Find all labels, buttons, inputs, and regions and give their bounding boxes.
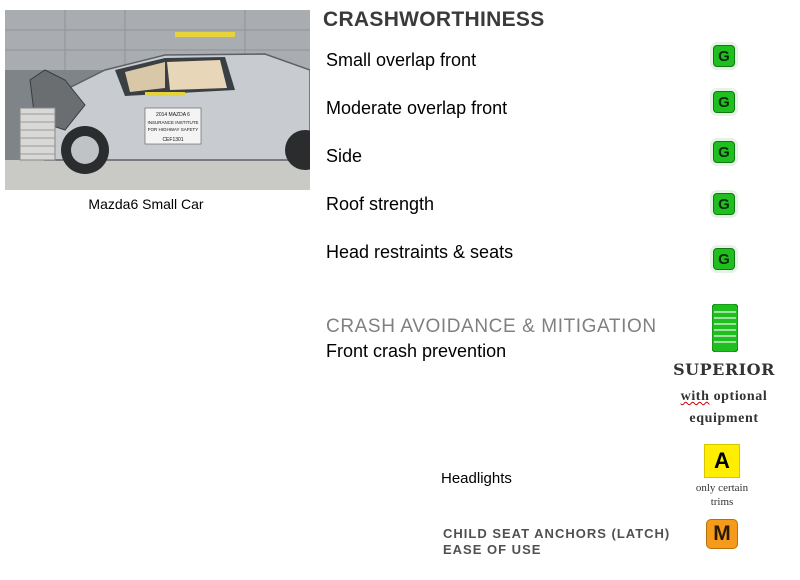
photo-caption: Mazda6 Small Car: [88, 196, 204, 212]
rating-label-roof-strength: Roof strength: [326, 194, 435, 214]
headlights-note-line-1: only certain: [695, 482, 749, 494]
note-word-equipment: equipment: [689, 411, 759, 426]
front-crash-prevention-label: Front crash prevention: [326, 341, 507, 361]
decal-line-3: FOR HIGHWAY SAFETY: [147, 127, 199, 132]
headlights-note: [680, 481, 764, 509]
latch-label: [443, 526, 670, 558]
rating-label-moderate-overlap: Moderate overlap front: [326, 98, 508, 118]
avoidance-heading: CRASH AVOIDANCE & MITIGATION: [326, 316, 657, 337]
crash-test-illustration: [5, 10, 310, 190]
latch-rating-badge: M: [706, 519, 738, 549]
rating-label-small-overlap: Small overlap front: [326, 50, 477, 70]
rating-badge-head-restraints: G: [713, 248, 735, 270]
rating-badge-roof-strength: G: [713, 193, 735, 215]
decal-line-1: 2014 MAZDA 6: [156, 112, 190, 118]
rating-badge-small-overlap: G: [713, 45, 735, 67]
crash-test-photo: [5, 10, 310, 190]
headlights-note-line-2: trims: [710, 496, 734, 508]
latch-label-line-2: EASE OF USE: [443, 542, 542, 557]
latch-label-line-1: CHILD SEAT ANCHORS (LATCH): [443, 526, 671, 541]
note-word-with: with: [680, 389, 710, 404]
rating-badge-moderate-overlap: G: [713, 91, 735, 113]
superior-rating-meter-icon: [712, 304, 738, 352]
rating-label-side: Side: [326, 146, 363, 166]
decal-test-id: CEF1301: [162, 137, 184, 143]
decal-line-2: INSURANCE INSTITUTE: [147, 120, 199, 125]
headlights-label: Headlights: [441, 470, 512, 487]
front-crash-rating: SUPERIOR: [673, 360, 775, 379]
crashworthiness-heading: CRASHWORTHINESS: [323, 8, 545, 31]
headlights-rating-badge: A: [704, 444, 740, 478]
front-crash-note: [668, 386, 780, 430]
note-word-optional: optional: [709, 389, 768, 404]
rating-badge-side: G: [713, 141, 735, 163]
rating-label-head-restraints: Head restraints & seats: [326, 242, 514, 262]
